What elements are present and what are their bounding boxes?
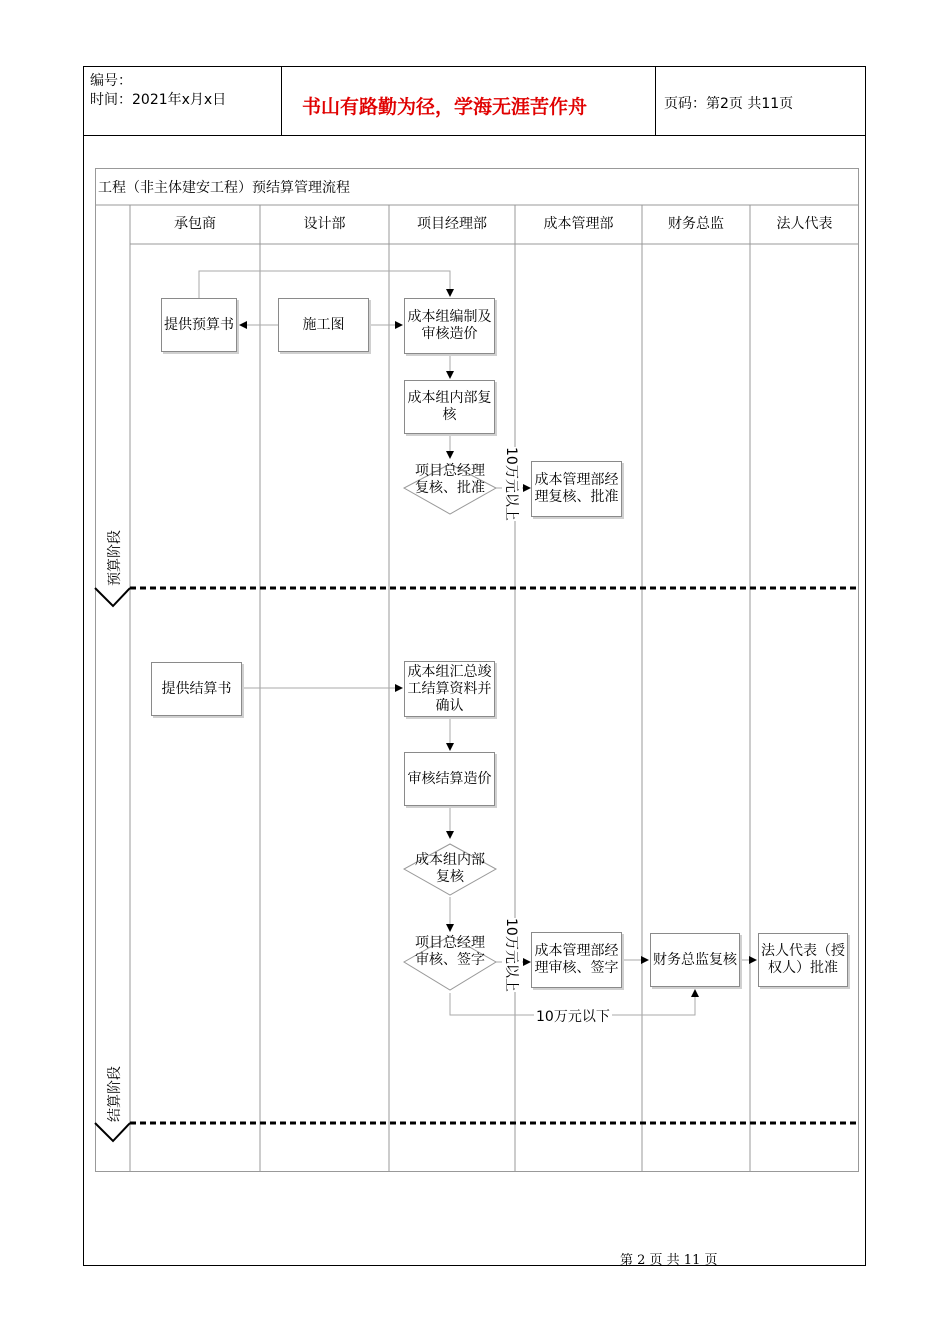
- settlement-audit-cost-box: 审核结算造价: [404, 752, 495, 806]
- lane-header-cost-mgmt: 成本管理部: [543, 216, 614, 232]
- settlement-collect-data-box: 成本组汇总竣工结算资料并确认: [404, 661, 495, 717]
- stage-label-budget: 预算阶段: [107, 530, 123, 586]
- settlement-cost-mgmt-review-box: 成本管理部经理审核、签字: [531, 932, 622, 988]
- budget-internal-review-box: 成本组内部复核: [404, 380, 495, 434]
- doc-time-label: 时间：2021年x月x日: [90, 92, 227, 108]
- lane-header-contractor: 承包商: [174, 216, 216, 232]
- settlement-provide-statement-box: 提供结算书: [151, 662, 242, 716]
- settlement-threshold-below-label: 10万元以下: [534, 1006, 612, 1026]
- settlement-pm-decision-text: 项目总经理审核、签字: [415, 935, 485, 968]
- settlement-internal-decision-text: 成本组内部复核: [415, 852, 485, 885]
- settlement-threshold-above-label: 10万元以上: [502, 918, 522, 992]
- lane-header-legal-rep: 法人代表: [776, 216, 833, 232]
- settlement-cfo-review-box: 财务总监复核: [650, 933, 740, 987]
- budget-construction-drawing-box: 施工图: [278, 298, 369, 352]
- diagram-title: 工程（非主体建安工程）预结算管理流程: [98, 180, 350, 196]
- lane-header-design: 设计部: [303, 216, 346, 232]
- budget-cost-mgmt-review-box: 成本管理部经理复核、批准: [531, 461, 622, 517]
- stage-label-settlement: 结算阶段: [107, 1066, 123, 1122]
- lane-header-project-mgmt: 项目经理部: [417, 216, 487, 232]
- budget-compile-cost-box: 成本组编制及审核造价: [404, 298, 495, 354]
- budget-pm-decision-text: 项目总经理复核、批准: [415, 463, 485, 496]
- doc-number-label: 编号：: [90, 73, 132, 89]
- budget-threshold-above-label: 10万元以上: [502, 447, 522, 521]
- budget-provide-budget-box: 提供预算书: [161, 298, 237, 352]
- header-motto: 书山有路勤为径，学海无涯苦作舟: [302, 96, 588, 118]
- settlement-legal-approve-box: 法人代表（授权人）批准: [758, 933, 848, 987]
- lane-header-cfo: 财务总监: [668, 216, 724, 232]
- footer-page-number: 第 2 页 共 11 页: [620, 1253, 718, 1268]
- page-info: 页码：第2页 共11页: [664, 96, 794, 112]
